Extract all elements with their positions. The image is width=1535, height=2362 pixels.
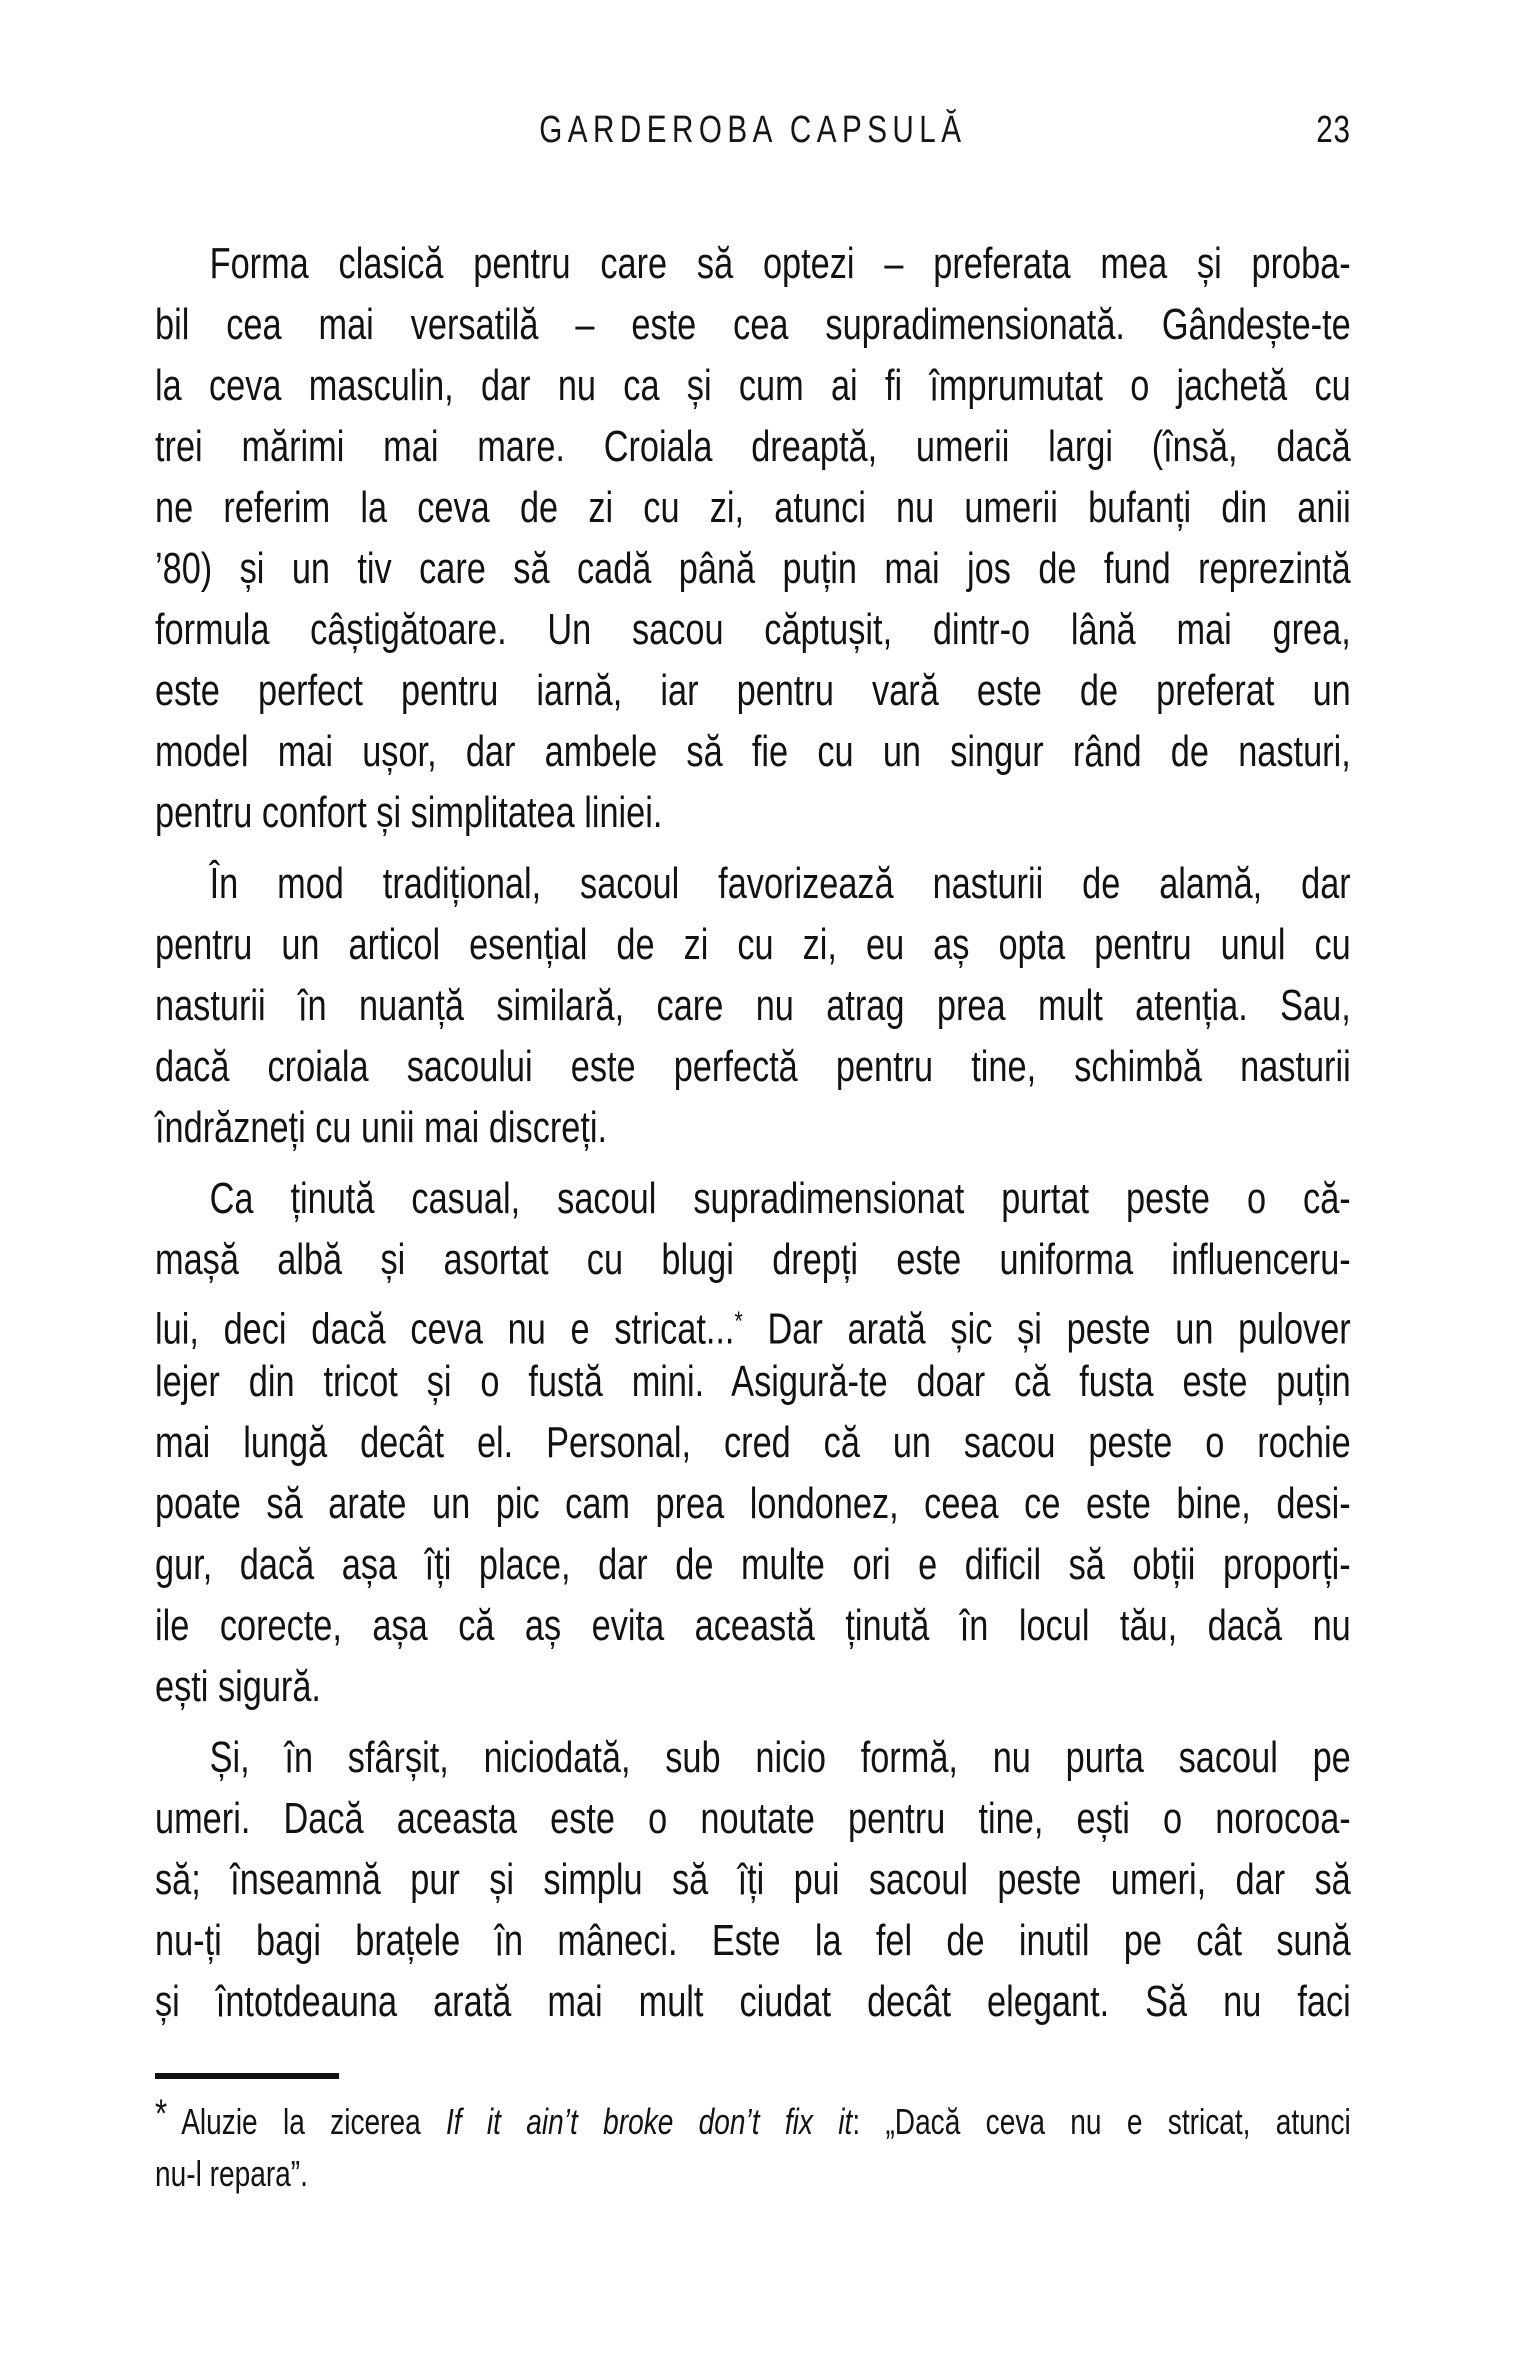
body-line: ile corecte, așa că aș evita această ținută în locul tău, dacă nu [155, 1601, 1351, 1650]
paragraph [155, 853, 1351, 1158]
body-line: dacă croiala sacoului este perfectă pentru tine, schimbă nasturii [155, 1042, 1351, 1091]
footnote-separator-rule [155, 2073, 339, 2079]
paragraph [155, 1168, 1351, 1717]
body-line: gur, dacă așa îți place, dar de multe ori e dificil să obții proporți- [155, 1540, 1351, 1589]
body-line-segment: Dar arată șic și peste un pulover [742, 1304, 1351, 1354]
body-line: nu-ți bagi brațele în mâneci. Este la fel de inutil pe cât sună [155, 1916, 1351, 1965]
footnote-marker-asterisk: * [155, 2092, 168, 2136]
footnote-reference-asterisk: * [734, 1305, 743, 1336]
body-line: lejer din tricot și o fustă mini. Asigură-te doar că fusta este puțin [155, 1357, 1351, 1406]
paragraph [155, 1727, 1351, 2032]
footnote-segment: Aluzie la zicerea [181, 2101, 447, 2142]
footnote-italic-phrase: If it ain’t broke don’t fix it [446, 2101, 853, 2142]
text-column [155, 100, 1351, 2200]
body-line: poate să arate un pic cam prea londonez, ceea ce este bine, desi- [155, 1479, 1351, 1528]
body-line: ’80) și un tiv care să cadă până puțin mai jos de fund reprezintă [155, 544, 1351, 593]
body-line: ne referim la ceva de zi cu zi, atunci nu umerii bufanți din anii [155, 483, 1351, 532]
body-line: trei mărimi mai mare. Croiala dreaptă, umerii largi (însă, dacă [155, 422, 1351, 471]
body-line: îndrăzneți cu unii mai discreți. [155, 1103, 608, 1152]
footnote-line [155, 2092, 1351, 2148]
body-line: ești sigură. [155, 1662, 321, 1711]
footnote-line: nu-l repara”. [155, 2153, 308, 2194]
footnote-text [155, 2092, 1351, 2200]
body-line: Și, în sfârșit, niciodată, sub nicio formă, nu purta sacoul pe [209, 1733, 1351, 1782]
body-line-with-footnote-ref [155, 1290, 1351, 1354]
body-line: Forma clasică pentru care să optezi – preferata mea și proba- [209, 239, 1351, 288]
body-line: umeri. Dacă aceasta este o noutate pentru tine, ești o norocoa- [155, 1794, 1351, 1843]
running-header-title: GARDEROBA CAPSULĂ [539, 109, 967, 151]
body-line: formula câștigătoare. Un sacou căptușit, dintr-o lână mai grea, [155, 605, 1351, 654]
footnote-section [155, 2073, 1351, 2200]
body-line: model mai ușor, dar ambele să fie cu un singur rând de nasturi, [155, 727, 1351, 776]
body-line: Ca ținută casual, sacoul supradimensionat purtat peste o că- [209, 1174, 1351, 1223]
body-line-segment: lui, deci dacă ceva nu e stricat... [155, 1304, 735, 1354]
page-header [155, 100, 1351, 160]
body-line: nasturii în nuanță similară, care nu atrag prea mult atenția. Sau, [155, 981, 1351, 1030]
body-text [155, 233, 1351, 2032]
body-line: la ceva masculin, dar nu ca și cum ai fi împrumutat o jachetă cu [155, 361, 1351, 410]
body-line: este perfect pentru iarnă, iar pentru vară este de preferat un [155, 666, 1351, 715]
paragraph [155, 233, 1351, 843]
footnote-segment: : „Dacă ceva nu e stricat, atunci [852, 2101, 1351, 2142]
page-number: 23 [1316, 109, 1351, 151]
body-line: În mod tradițional, sacoul favorizează nasturii de alamă, dar [209, 859, 1351, 908]
body-line: bil cea mai versatilă – este cea supradimensionată. Gândește-te [155, 300, 1351, 349]
body-line: mașă albă și asortat cu blugi drepți este uniforma influenceru- [155, 1235, 1351, 1284]
body-line: pentru confort și simplitatea liniei. [155, 788, 663, 837]
body-line: să; înseamnă pur și simplu să îți pui sacoul peste umeri, dar să [155, 1855, 1351, 1904]
body-line: mai lungă decât el. Personal, cred că un sacou peste o rochie [155, 1418, 1351, 1467]
body-line: și întotdeauna arată mai mult ciudat decât elegant. Să nu faci [155, 1977, 1351, 2026]
body-line: pentru un articol esențial de zi cu zi, eu aș opta pentru unul cu [155, 920, 1351, 969]
